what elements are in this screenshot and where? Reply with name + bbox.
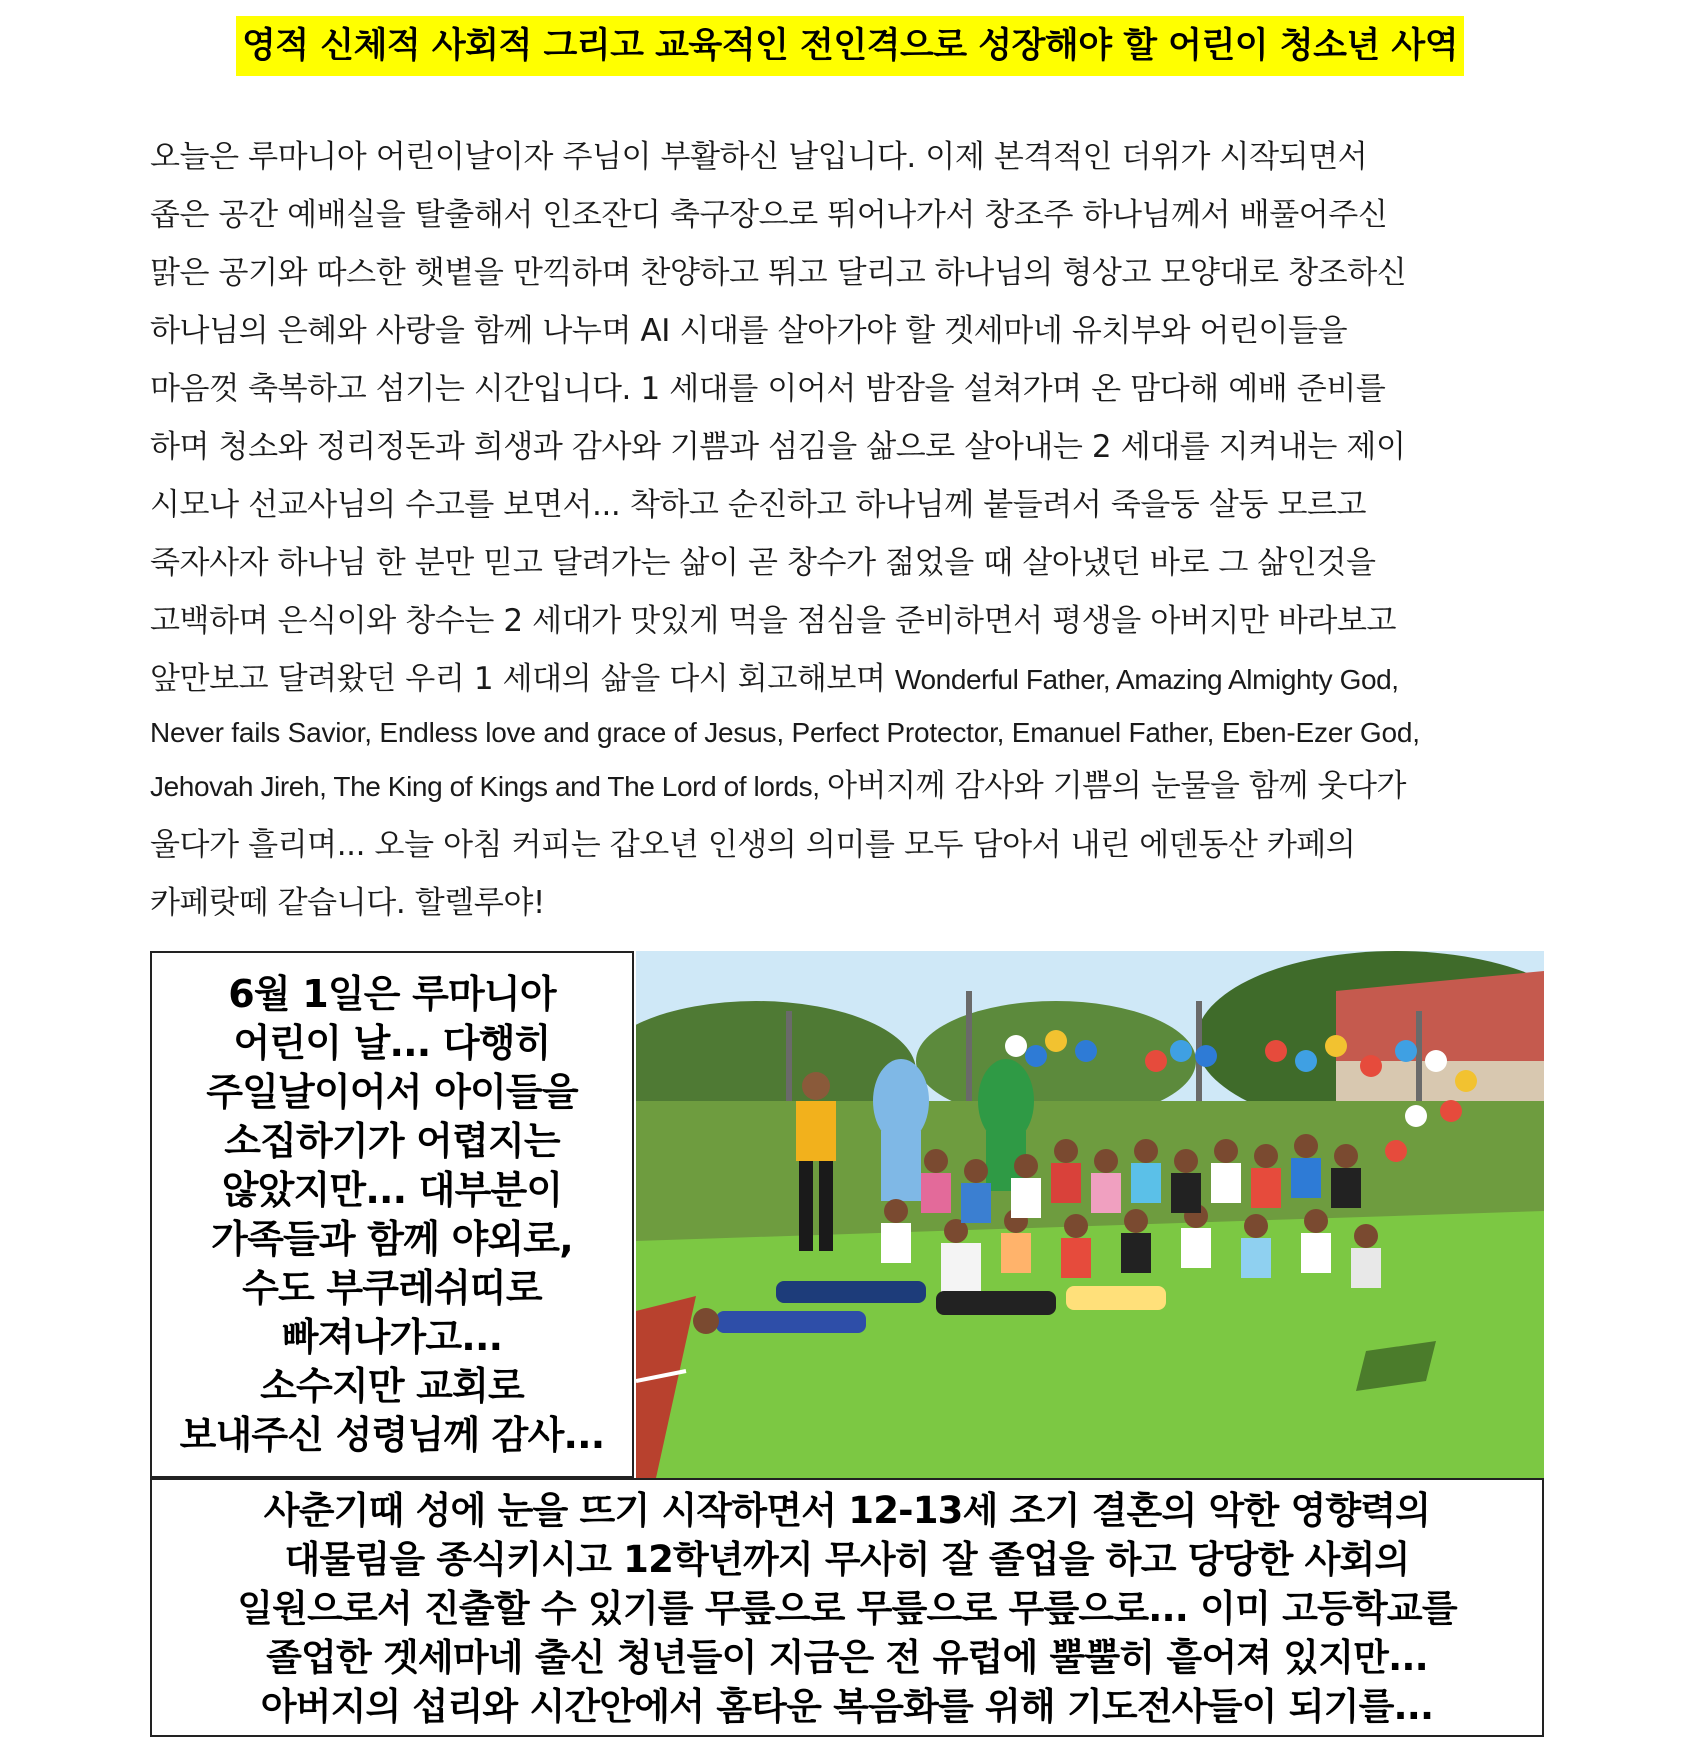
body-line: 카페랏떼 같습니다. 할렐루야!: [150, 885, 545, 921]
prayer-line: 대물림을 종식키시고 12학년까지 무사히 잘 졸업을 하고 당당한 사회의: [284, 1538, 1410, 1581]
body-line: 오늘은 루마니아 어린이날이자 주님이 부활하신 날입니다. 이제 본격적인 더위가 시작되면서: [150, 139, 1368, 175]
body-line: 하며 청소와 정리정돈과 희생과 감사와 기쁨과 섬김을 삶으로 살아내는 2 세대를 지켜내는 제이: [150, 429, 1406, 465]
caption-line: 않았지만... 대부분이: [221, 1167, 563, 1212]
body-line-english: Wonderful Father, Amazing Almighty God,: [894, 664, 1399, 695]
caption-box: [150, 951, 634, 1478]
body-line: 죽자사자 하나님 한 분만 믿고 달려가는 삶이 곧 창수가 젊었을 때 살아냈던 바로 그 삶인것을: [150, 545, 1376, 581]
body-line: 좁은 공간 예배실을 탈출해서 인조잔디 축구장으로 뛰어나가서 창조주 하나님께서 배풀어주신: [150, 197, 1388, 233]
caption-line: 보내주신 성령님께 감사...: [179, 1412, 605, 1457]
prayer-line: 아버지의 섭리와 시간안에서 홈타운 복음화를 위해 기도전사들이 되기를...: [260, 1685, 1434, 1728]
caption-line: 주일날이어서 아이들을: [206, 1069, 578, 1114]
body-line: [150, 650, 1550, 709]
caption-line: 6월 1일은 루마니아: [228, 971, 556, 1016]
body-line: 울다가 흘리며... 오늘 아침 커피는 갑오년 인생의 의미를 모두 담아서 내린 에덴동산 카페의: [150, 827, 1356, 863]
prayer-box: [150, 1478, 1544, 1737]
title-wrap: [0, 16, 1700, 76]
caption-line: 소집하기가 어렵지는: [224, 1118, 560, 1163]
prayer-line: 일원으로서 진출할 수 있기를 무릎으로 무릎으로 무릎으로... 이미 고등학교를: [237, 1587, 1457, 1630]
prayer-line: 사춘기때 성에 눈을 뜨기 시작하면서 12-13세 조기 결혼의 악한 영향력의: [263, 1489, 1431, 1532]
caption-line: 수도 부쿠레쉬띠로: [242, 1265, 542, 1310]
body-line-korean: 아버지께 감사와 기쁨의 눈물을 함께 웃다가: [827, 768, 1407, 804]
group-photo-illustration: [636, 951, 1544, 1478]
page-title: 영적 신체적 사회적 그리고 교육적인 전인격으로 성장해야 할 어린이 청소년 사역: [236, 16, 1464, 76]
caption-line: 빠져나가고...: [281, 1314, 503, 1359]
body-line: Never fails Savior, Endless love and grace of Jesus, Perfect Protector, Emanuel Father, Eben-Ezer God,: [150, 717, 1420, 748]
group-photo: [636, 951, 1544, 1478]
caption-line: 소수지만 교회로: [260, 1363, 524, 1408]
body-line: 마음껏 축복하고 섬기는 시간입니다. 1 세대를 이어서 밤잠을 설쳐가며 온 맘다해 예배 준비를: [150, 371, 1386, 407]
caption-line: 가족들과 함께 야외로,: [211, 1216, 573, 1261]
caption-line: 어린이 날... 다행히: [233, 1020, 551, 1065]
body-line: 맑은 공기와 따스한 햇볕을 만끽하며 찬양하고 뛰고 달리고 하나님의 형상고 모양대로 창조하신: [150, 255, 1407, 291]
body-line: 시모나 선교사님의 수고를 보면서... 착하고 순진하고 하나님께 붙들려서 죽을둥 살둥 모르고: [150, 487, 1367, 523]
body-line: [150, 757, 1550, 816]
prayer-line: 졸업한 겟세마네 출신 청년들이 지금은 전 유럽에 뿔뿔히 흩어져 있지만...: [266, 1636, 1428, 1679]
body-line: 하나님의 은혜와 사랑을 함께 나누며 AI 시대를 살아가야 할 겟세마네 유치부와 어린이들을: [150, 313, 1348, 349]
body-line-english: Jehovah Jireh, The King of Kings and The Lord of lords,: [150, 771, 827, 802]
body-line: 고백하며 은식이와 창수는 2 세대가 맛있게 먹을 점심을 준비하면서 평생을 아버지만 바라보고: [150, 603, 1397, 639]
body-text: [150, 128, 1550, 932]
body-line-korean: 앞만보고 달려왔던 우리 1 세대의 삶을 다시 회고해보며: [150, 661, 895, 697]
